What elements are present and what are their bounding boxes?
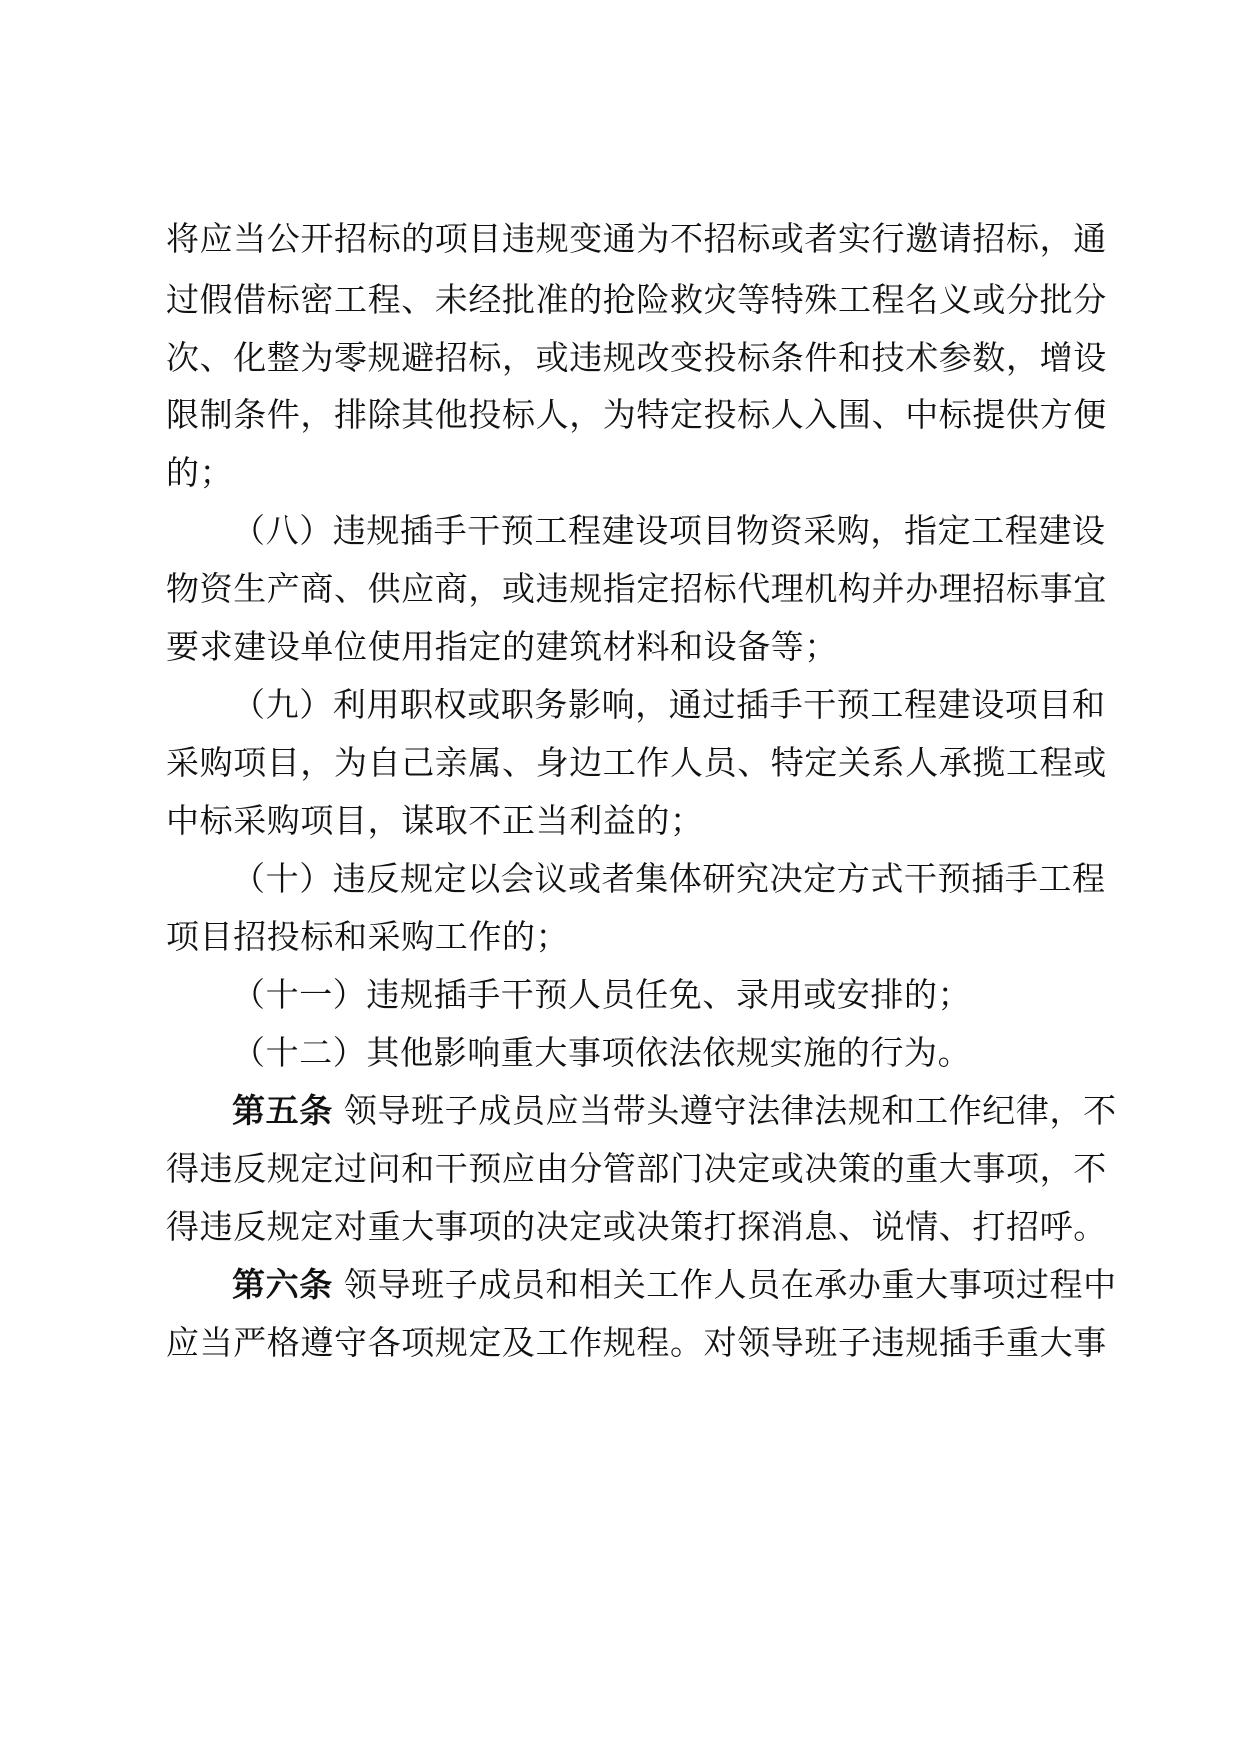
article-6-text: 领导班子成员和相关工作人员在承办重大事项过程中 xyxy=(332,1265,1117,1304)
item-11-line: （十一）违规插手干预人员任免、录用或安排的； xyxy=(232,975,972,1014)
article-6-line-1 xyxy=(232,1253,1132,1317)
item-9-line-1: （九）利用职权或职务影响，通过插手干预工程建设项目和 xyxy=(232,685,1106,724)
item-10-line-1: （十）违反规定以会议或者集体研究决定方式干预插手工程 xyxy=(232,859,1106,898)
article-5-line-3: 得违反规定对重大事项的决定或决策打探消息、说情、打招呼。 xyxy=(166,1207,1107,1246)
article-5-line-1 xyxy=(232,1079,1132,1143)
paragraph-line-3: 次、化整为零规避招标，或违规改变投标条件和技术参数，增设 xyxy=(166,338,1107,377)
item-8-line-1: （八）违规插手干预工程建设项目物资采购，指定工程建设 xyxy=(232,511,1106,550)
item-8-line-3: 要求建设单位使用指定的建筑材料和设备等； xyxy=(166,627,838,666)
article-6-line-2: 应当严格遵守各项规定及工作规程。对领导班子违规插手重大事 xyxy=(166,1323,1107,1362)
item-9-line-2: 采购项目，为自己亲属、身边工作人员、特定关系人承揽工程或 xyxy=(166,743,1107,782)
article-5-heading: 第五条 xyxy=(232,1091,333,1130)
paragraph-line-4: 限制条件，排除其他投标人，为特定投标人入围、中标提供方便 xyxy=(166,395,1107,434)
item-10-line-2: 项目招投标和采购工作的； xyxy=(166,917,570,956)
article-5-text: 领导班子成员应当带头遵守法律法规和工作纪律，不 xyxy=(332,1091,1117,1130)
article-6-heading: 第六条 xyxy=(232,1265,333,1304)
paragraph-line-2: 过假借标密工程、未经批准的抢险救灾等特殊工程名义或分批分 xyxy=(166,280,1107,319)
paragraph-line-5: 的； xyxy=(166,453,234,492)
paragraph-line-1: 将应当公开招标的项目违规变通为不招标或者实行邀请招标，通 xyxy=(166,219,1107,258)
article-5-line-2: 得违反规定过问和干预应由分管部门决定或决策的重大事项，不 xyxy=(166,1149,1107,1188)
item-12-line: （十二）其他影响重大事项依法依规实施的行为。 xyxy=(232,1033,972,1072)
item-8-line-2: 物资生产商、供应商，或违规指定招标代理机构并办理招标事宜 xyxy=(166,569,1107,608)
item-9-line-3: 中标采购项目，谋取不正当利益的； xyxy=(166,801,704,840)
